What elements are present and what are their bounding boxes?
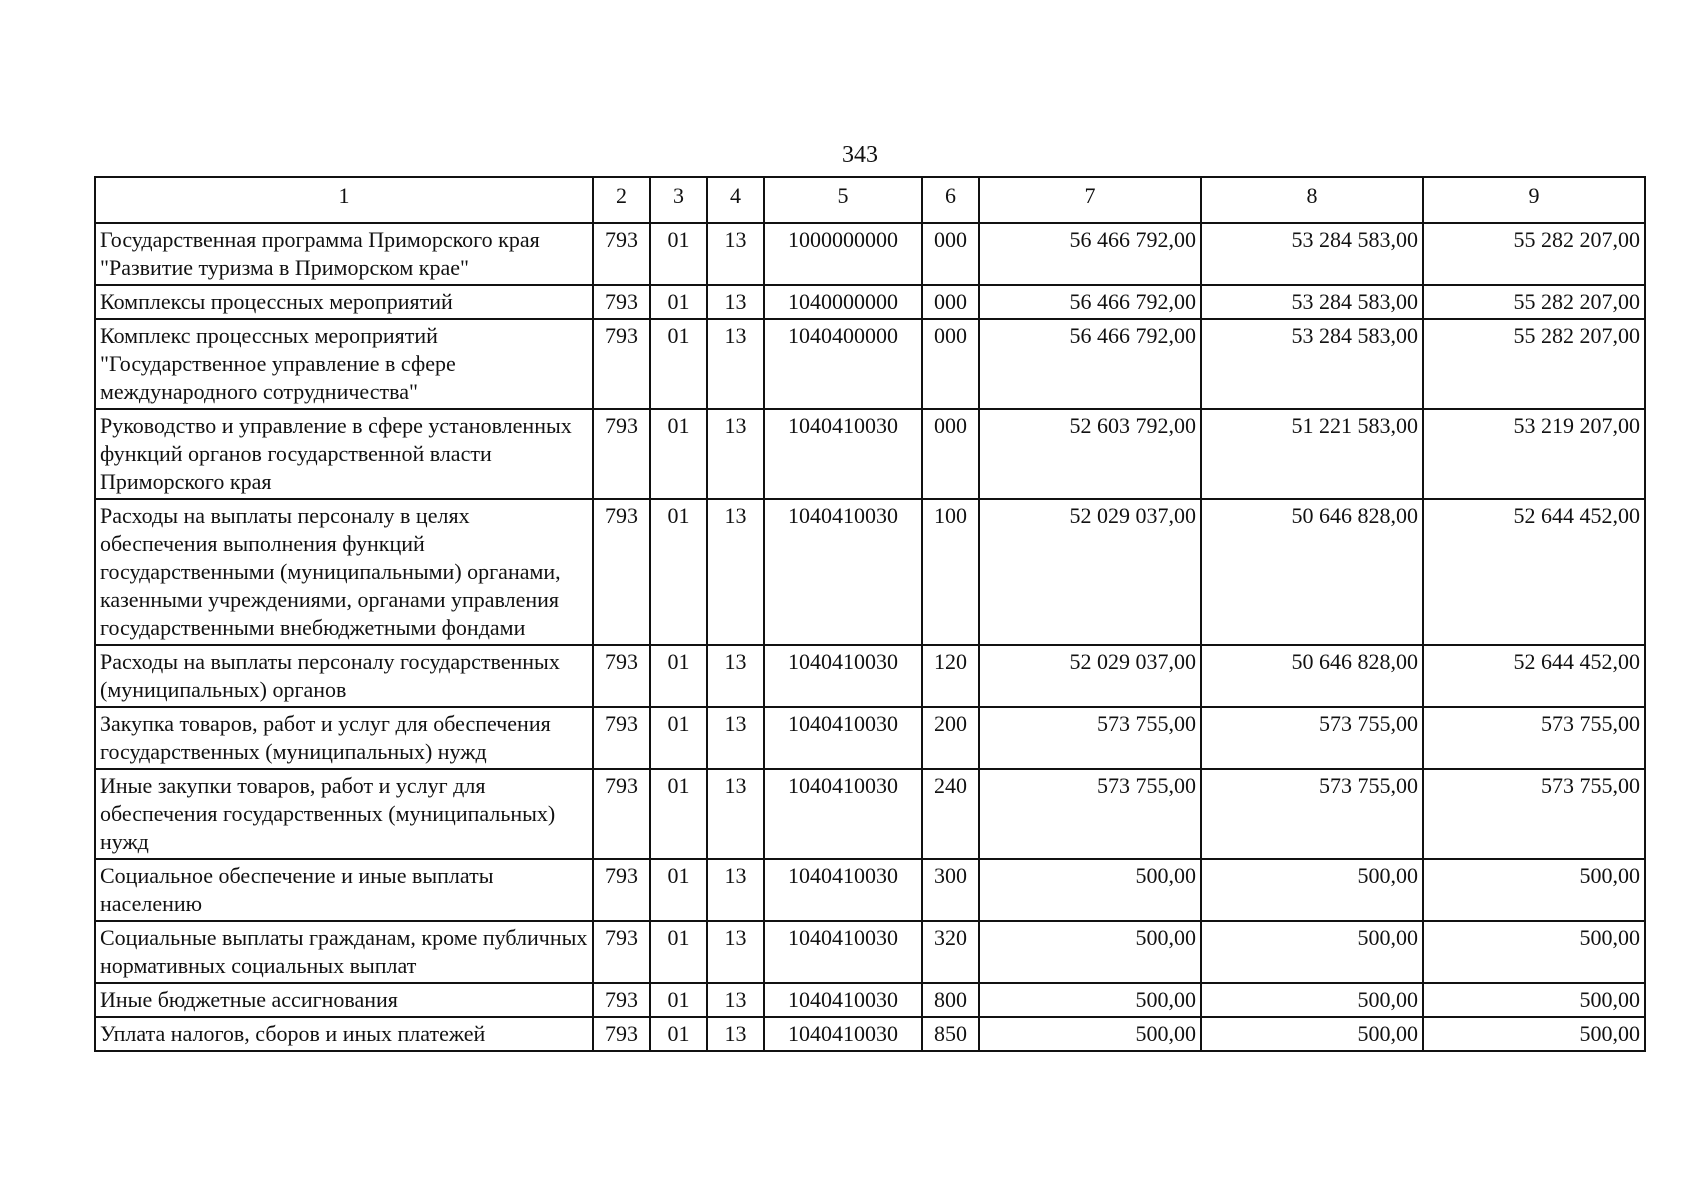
row-name-cell: Уплата налогов, сборов и иных платежей — [95, 1017, 593, 1051]
amount-year2-cell: 50 646 828,00 — [1201, 499, 1423, 645]
amount-year2-cell: 53 284 583,00 — [1201, 319, 1423, 409]
target-article-cell: 1040410030 — [764, 921, 922, 983]
ministry-code-cell: 793 — [593, 1017, 650, 1051]
table-row — [95, 645, 1645, 707]
section-code-cell: 01 — [650, 983, 707, 1017]
ministry-code-cell: 793 — [593, 285, 650, 319]
expense-type-cell: 100 — [922, 499, 979, 645]
subsection-code-cell: 13 — [707, 859, 764, 921]
target-article-cell: 1040400000 — [764, 319, 922, 409]
table-row — [95, 499, 1645, 645]
section-code-cell: 01 — [650, 921, 707, 983]
target-article-cell: 1040410030 — [764, 983, 922, 1017]
amount-year3-cell: 55 282 207,00 — [1423, 319, 1645, 409]
row-name-cell: Государственная программа Приморского края "Развитие туризма в Приморском крае" — [95, 223, 593, 285]
page-number: 343 — [842, 142, 878, 168]
amount-year3-cell: 573 755,00 — [1423, 769, 1645, 859]
header-cell: 8 — [1201, 177, 1423, 223]
amount-year1-cell: 56 466 792,00 — [979, 319, 1201, 409]
expense-type-cell: 000 — [922, 285, 979, 319]
header-cell: 2 — [593, 177, 650, 223]
table-row — [95, 223, 1645, 285]
row-name-cell: Иные бюджетные ассигнования — [95, 983, 593, 1017]
ministry-code-cell: 793 — [593, 499, 650, 645]
header-cell: 4 — [707, 177, 764, 223]
row-name-cell: Комплексы процессных мероприятий — [95, 285, 593, 319]
section-code-cell: 01 — [650, 285, 707, 319]
table-row — [95, 285, 1645, 319]
ministry-code-cell: 793 — [593, 983, 650, 1017]
amount-year1-cell: 500,00 — [979, 921, 1201, 983]
target-article-cell: 1040000000 — [764, 285, 922, 319]
table-row — [95, 319, 1645, 409]
expense-type-cell: 200 — [922, 707, 979, 769]
expense-type-cell: 000 — [922, 223, 979, 285]
subsection-code-cell: 13 — [707, 983, 764, 1017]
target-article-cell: 1040410030 — [764, 707, 922, 769]
ministry-code-cell: 793 — [593, 859, 650, 921]
table-row — [95, 859, 1645, 921]
amount-year2-cell: 51 221 583,00 — [1201, 409, 1423, 499]
expense-type-cell: 120 — [922, 645, 979, 707]
target-article-cell: 1040410030 — [764, 859, 922, 921]
amount-year1-cell: 56 466 792,00 — [979, 285, 1201, 319]
header-cell: 6 — [922, 177, 979, 223]
row-name-cell: Социальное обеспечение и иные выплаты населению — [95, 859, 593, 921]
subsection-code-cell: 13 — [707, 499, 764, 645]
table-row — [95, 769, 1645, 859]
header-cell: 5 — [764, 177, 922, 223]
amount-year3-cell: 52 644 452,00 — [1423, 645, 1645, 707]
subsection-code-cell: 13 — [707, 319, 764, 409]
amount-year2-cell: 500,00 — [1201, 859, 1423, 921]
amount-year3-cell: 500,00 — [1423, 921, 1645, 983]
expense-type-cell: 800 — [922, 983, 979, 1017]
amount-year3-cell: 573 755,00 — [1423, 707, 1645, 769]
amount-year2-cell: 500,00 — [1201, 983, 1423, 1017]
amount-year3-cell: 500,00 — [1423, 983, 1645, 1017]
amount-year2-cell: 53 284 583,00 — [1201, 223, 1423, 285]
ministry-code-cell: 793 — [593, 409, 650, 499]
amount-year3-cell: 55 282 207,00 — [1423, 285, 1645, 319]
subsection-code-cell: 13 — [707, 1017, 764, 1051]
target-article-cell: 1040410030 — [764, 1017, 922, 1051]
amount-year3-cell: 52 644 452,00 — [1423, 499, 1645, 645]
amount-year2-cell: 573 755,00 — [1201, 707, 1423, 769]
amount-year1-cell: 52 029 037,00 — [979, 645, 1201, 707]
amount-year1-cell: 56 466 792,00 — [979, 223, 1201, 285]
target-article-cell: 1000000000 — [764, 223, 922, 285]
expense-type-cell: 320 — [922, 921, 979, 983]
subsection-code-cell: 13 — [707, 645, 764, 707]
subsection-code-cell: 13 — [707, 707, 764, 769]
table-body — [95, 223, 1645, 1051]
table-header — [95, 177, 1645, 223]
section-code-cell: 01 — [650, 769, 707, 859]
section-code-cell: 01 — [650, 859, 707, 921]
section-code-cell: 01 — [650, 707, 707, 769]
subsection-code-cell: 13 — [707, 921, 764, 983]
amount-year1-cell: 500,00 — [979, 983, 1201, 1017]
table-row — [95, 707, 1645, 769]
section-code-cell: 01 — [650, 223, 707, 285]
amount-year3-cell: 53 219 207,00 — [1423, 409, 1645, 499]
header-row — [95, 177, 1645, 223]
subsection-code-cell: 13 — [707, 409, 764, 499]
section-code-cell: 01 — [650, 319, 707, 409]
ministry-code-cell: 793 — [593, 223, 650, 285]
expense-type-cell: 240 — [922, 769, 979, 859]
table-row — [95, 921, 1645, 983]
amount-year1-cell: 52 603 792,00 — [979, 409, 1201, 499]
amount-year2-cell: 573 755,00 — [1201, 769, 1423, 859]
expense-type-cell: 000 — [922, 319, 979, 409]
subsection-code-cell: 13 — [707, 285, 764, 319]
table-row — [95, 1017, 1645, 1051]
amount-year3-cell: 55 282 207,00 — [1423, 223, 1645, 285]
amount-year1-cell: 52 029 037,00 — [979, 499, 1201, 645]
row-name-cell: Социальные выплаты гражданам, кроме публичных нормативных социальных выплат — [95, 921, 593, 983]
header-cell: 9 — [1423, 177, 1645, 223]
row-name-cell: Расходы на выплаты персоналу в целях обеспечения выполнения функций государственными (муниципальными) органами, казенными учреждениями, органами управления государственными внебюджетными фондами — [95, 499, 593, 645]
expense-type-cell: 300 — [922, 859, 979, 921]
budget-table — [94, 176, 1646, 1052]
target-article-cell: 1040410030 — [764, 499, 922, 645]
ministry-code-cell: 793 — [593, 769, 650, 859]
amount-year2-cell: 50 646 828,00 — [1201, 645, 1423, 707]
section-code-cell: 01 — [650, 1017, 707, 1051]
ministry-code-cell: 793 — [593, 319, 650, 409]
header-cell: 7 — [979, 177, 1201, 223]
row-name-cell: Руководство и управление в сфере установленных функций органов государственной власти Приморского края — [95, 409, 593, 499]
amount-year3-cell: 500,00 — [1423, 859, 1645, 921]
expense-type-cell: 850 — [922, 1017, 979, 1051]
amount-year2-cell: 53 284 583,00 — [1201, 285, 1423, 319]
amount-year2-cell: 500,00 — [1201, 1017, 1423, 1051]
row-name-cell: Комплекс процессных мероприятий "Государственное управление в сфере международного сотрудничества" — [95, 319, 593, 409]
ministry-code-cell: 793 — [593, 921, 650, 983]
section-code-cell: 01 — [650, 645, 707, 707]
section-code-cell: 01 — [650, 499, 707, 645]
header-cell: 1 — [95, 177, 593, 223]
amount-year3-cell: 500,00 — [1423, 1017, 1645, 1051]
table-row — [95, 409, 1645, 499]
amount-year1-cell: 500,00 — [979, 1017, 1201, 1051]
row-name-cell: Иные закупки товаров, работ и услуг для обеспечения государственных (муниципальных) нужд — [95, 769, 593, 859]
row-name-cell: Расходы на выплаты персоналу государственных (муниципальных) органов — [95, 645, 593, 707]
target-article-cell: 1040410030 — [764, 769, 922, 859]
header-cell: 3 — [650, 177, 707, 223]
subsection-code-cell: 13 — [707, 769, 764, 859]
amount-year1-cell: 573 755,00 — [979, 707, 1201, 769]
amount-year1-cell: 573 755,00 — [979, 769, 1201, 859]
target-article-cell: 1040410030 — [764, 409, 922, 499]
table-row — [95, 983, 1645, 1017]
target-article-cell: 1040410030 — [764, 645, 922, 707]
ministry-code-cell: 793 — [593, 707, 650, 769]
amount-year1-cell: 500,00 — [979, 859, 1201, 921]
row-name-cell: Закупка товаров, работ и услуг для обеспечения государственных (муниципальных) нужд — [95, 707, 593, 769]
expense-type-cell: 000 — [922, 409, 979, 499]
subsection-code-cell: 13 — [707, 223, 764, 285]
ministry-code-cell: 793 — [593, 645, 650, 707]
amount-year2-cell: 500,00 — [1201, 921, 1423, 983]
section-code-cell: 01 — [650, 409, 707, 499]
